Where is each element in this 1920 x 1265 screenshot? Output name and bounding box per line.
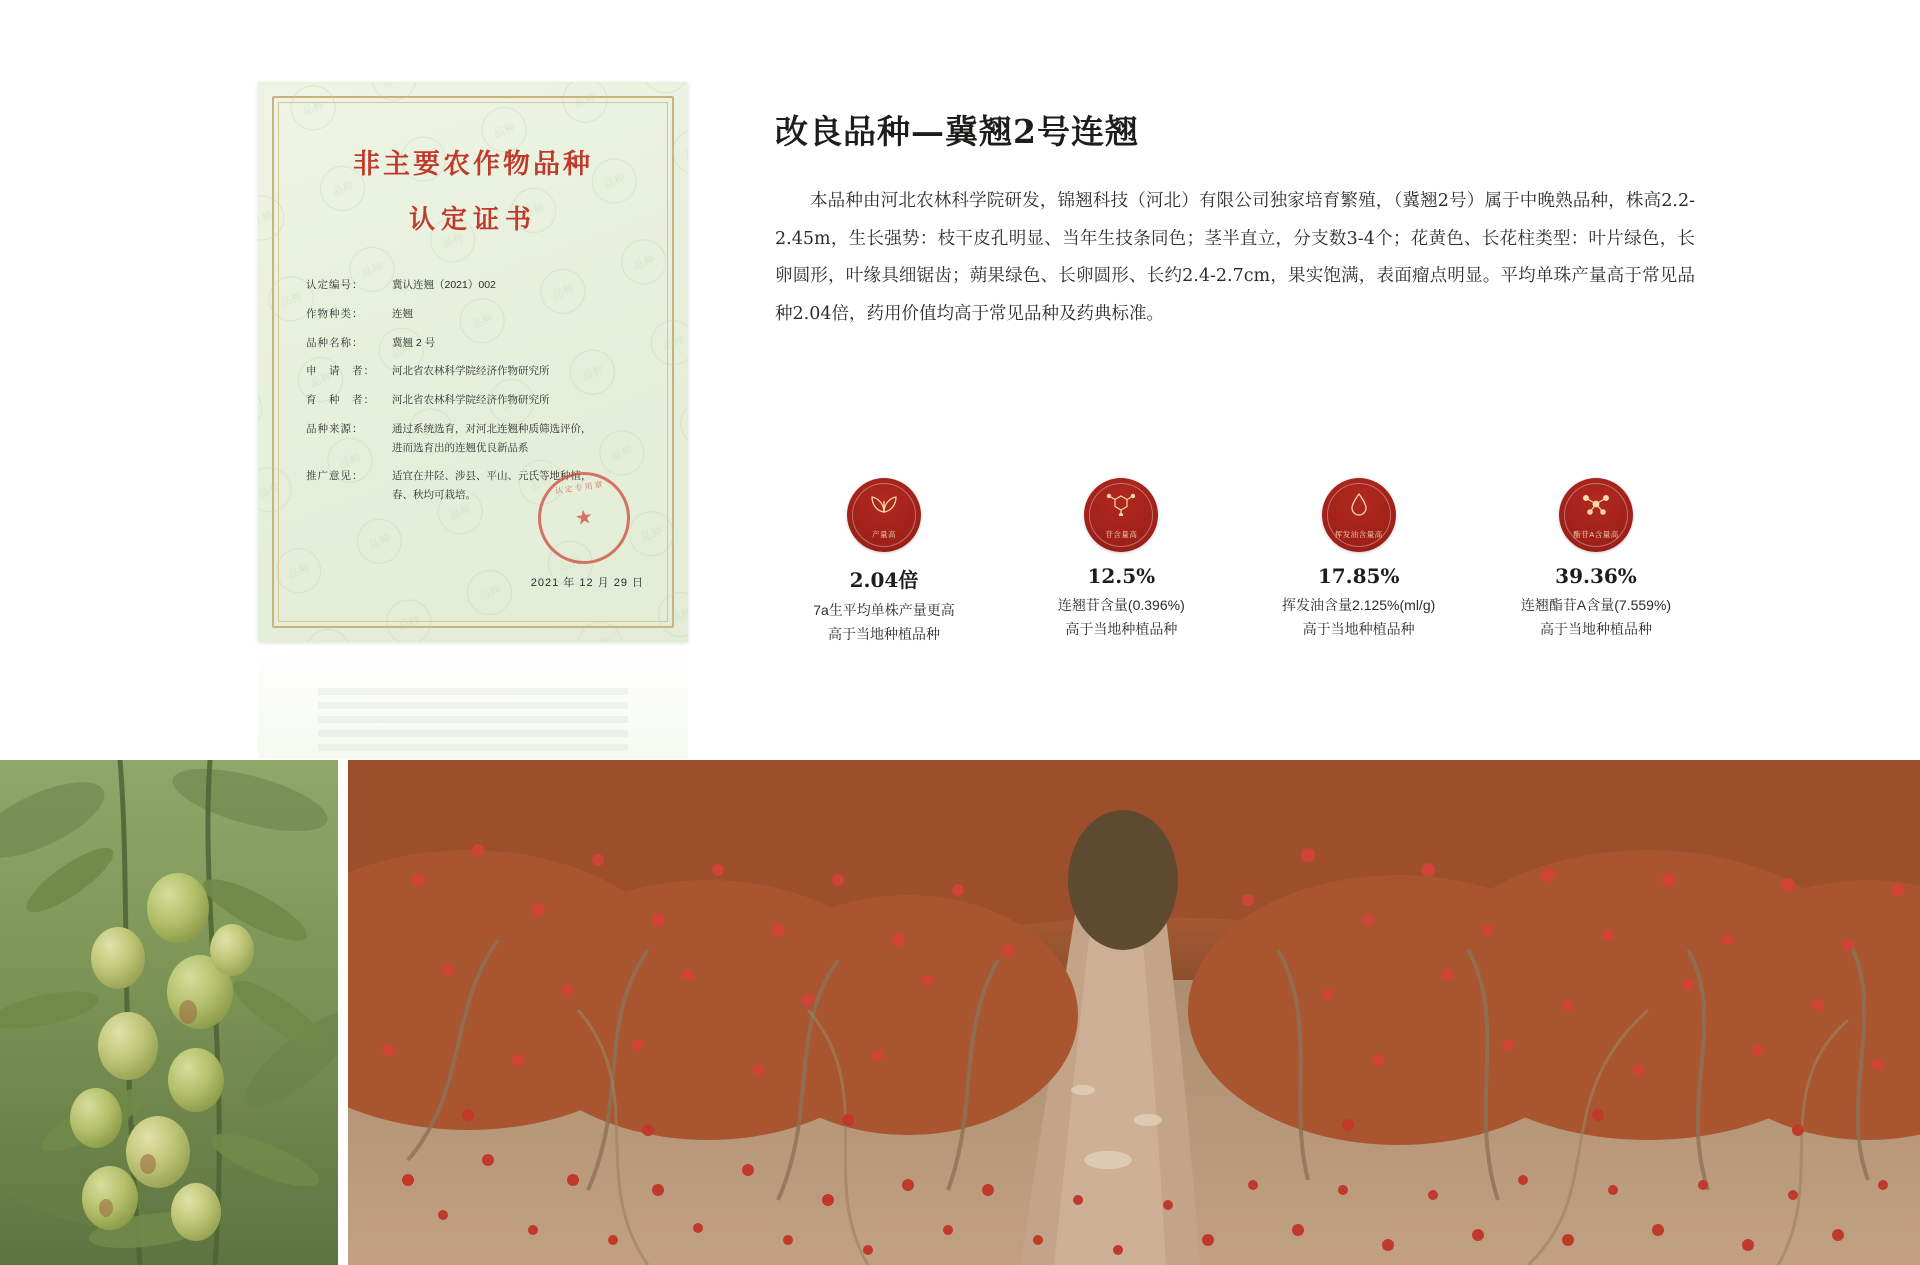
photo-green-fruit-illustration [0,760,338,1265]
stat-description-secondary: 高于当地种植品种 [1065,621,1178,637]
certificate-row [306,336,644,352]
certificate-field-label: 申 请 者： [306,365,375,378]
stat-badge-tag: 产量高 [872,530,896,539]
certificate-field-value-line1: 适宜在井陉、涉县、平山、元氏等地种植， [392,470,592,483]
photo-orchard [348,760,1920,1265]
droplet-oil-icon [1322,478,1396,552]
stat-value: 2.04倍 [849,568,919,592]
certificate-field-label: 认定编号： [306,279,364,291]
stat-item-volatile-oil [1250,478,1468,644]
stat-value: 17.85% [1317,564,1400,588]
photo-green-fruit [0,760,338,1265]
stat-description-primary: 挥发油含量2.125%(ml/g) [1282,597,1436,613]
certificate-field-value [392,422,644,457]
certificate-card [258,82,688,642]
certificate-field-label: 推广意见： [306,470,364,483]
certificate-title-line2: 认定证书 [408,205,537,235]
certificate [258,82,688,642]
certificate-title-line1: 非主要农作物品种 [353,149,593,180]
stat-item-glycoside [1012,478,1230,644]
stat-value: 39.36% [1555,564,1637,588]
stat-description-primary: 连翘酯苷A含量(7.559%) [1520,597,1672,613]
molecule-ester-icon [1559,478,1633,552]
molecule-glycoside-icon [1084,478,1158,552]
leaf-glyph-icon [847,492,921,514]
hexagon-molecule-glyph-icon [1084,492,1158,516]
molecule-chain-glyph-icon [1559,492,1633,516]
stat-value: 12.5% [1087,564,1156,588]
certificate-field-value: 连翘 [392,307,413,320]
certificate-watermark-pattern [258,82,688,642]
photo-strip [0,760,1920,1265]
certificate-row [306,307,644,323]
certificate-field-value-line2: 进而选育出的连翘优良新品系 [392,441,529,454]
stat-description-secondary: 高于当地种植品种 [828,626,940,642]
certificate-row [306,422,644,457]
certificate-field-value-line1: 通过系统选育，对河北连翘种质筛选评价， [392,422,592,435]
stat-description-primary: 连翘苷含量(0.396%) [1057,597,1185,613]
stat-description-secondary: 高于当地种植品种 [1539,621,1652,637]
certificate-field-label: 品种名称： [306,336,364,349]
stat-badge-tag: 苷含量高 [1105,530,1138,539]
certificate-field-label: 育 种 者： [306,394,375,406]
certificate-field-label: 品种来源： [306,422,364,435]
leaf-yield-icon [847,478,921,552]
stat-badge-tag: 挥发油含量高 [1334,530,1383,539]
article [775,84,1695,351]
stat-description-primary: 7a生平均单株产量更高 [813,602,955,618]
certificate-row [306,278,644,294]
article-body: 本品种由河北农林科学院研发，锦翘科技（河北）有限公司独家培育繁殖，（冀翘2号）属于中晚熟品种，株高2.2-2.45m，生长强势：枝干皮孔明显、当年生技条同色；茎半直立，分支数3-4个；花黄色、长花柱类型：叶片绿色，长卵圆形，叶缘具细锯齿；蒴果绿色、长卵圆形、长约2.4-2.7cm，果实饱满，表面瘤点明显。平均单珠产量高于常见品种2.04倍，药用价值均高于常见品种及药典标准。 [775,191,1695,324]
photo-orchard-illustration [348,760,1920,1265]
certificate-inner [292,116,654,608]
certificate-field-value: 河北省农林科学院经济作物研究所 [392,365,550,378]
stat-badge-tag: 酯苷A含量高 [1573,530,1619,539]
certificate-field-label: 作物种类： [306,307,364,320]
stat-description-secondary: 高于当地种植品种 [1302,621,1415,637]
certificate-row [306,393,644,409]
certificate-field-list [292,278,654,504]
certificate-field-value-line2: 春、秋均可栽培。 [392,489,476,501]
certificate-reflection [258,648,688,758]
certificate-date: 2021 年 12 月 29 日 [530,577,644,589]
certificate-field-value [392,469,644,504]
official-seal-icon [532,466,636,570]
droplet-glyph-icon [1322,492,1396,518]
stat-list [775,478,1705,644]
certificate-row [306,364,644,380]
stat-item-yield [775,478,993,644]
certificate-row [306,469,644,504]
stat-item-ester-a [1487,478,1705,644]
seal-label: 认定专用章 [554,479,606,496]
certificate-field-value: 冀翘 2 号 [392,336,436,349]
seal-star-icon: ★ [573,505,595,531]
certificate-field-value: 冀认连翘（2021）002 [392,279,496,291]
page-title: 改良品种—冀翘2号连翘 [775,112,1139,152]
certificate-field-value: 河北省农林科学院经济作物研究所 [392,394,550,406]
